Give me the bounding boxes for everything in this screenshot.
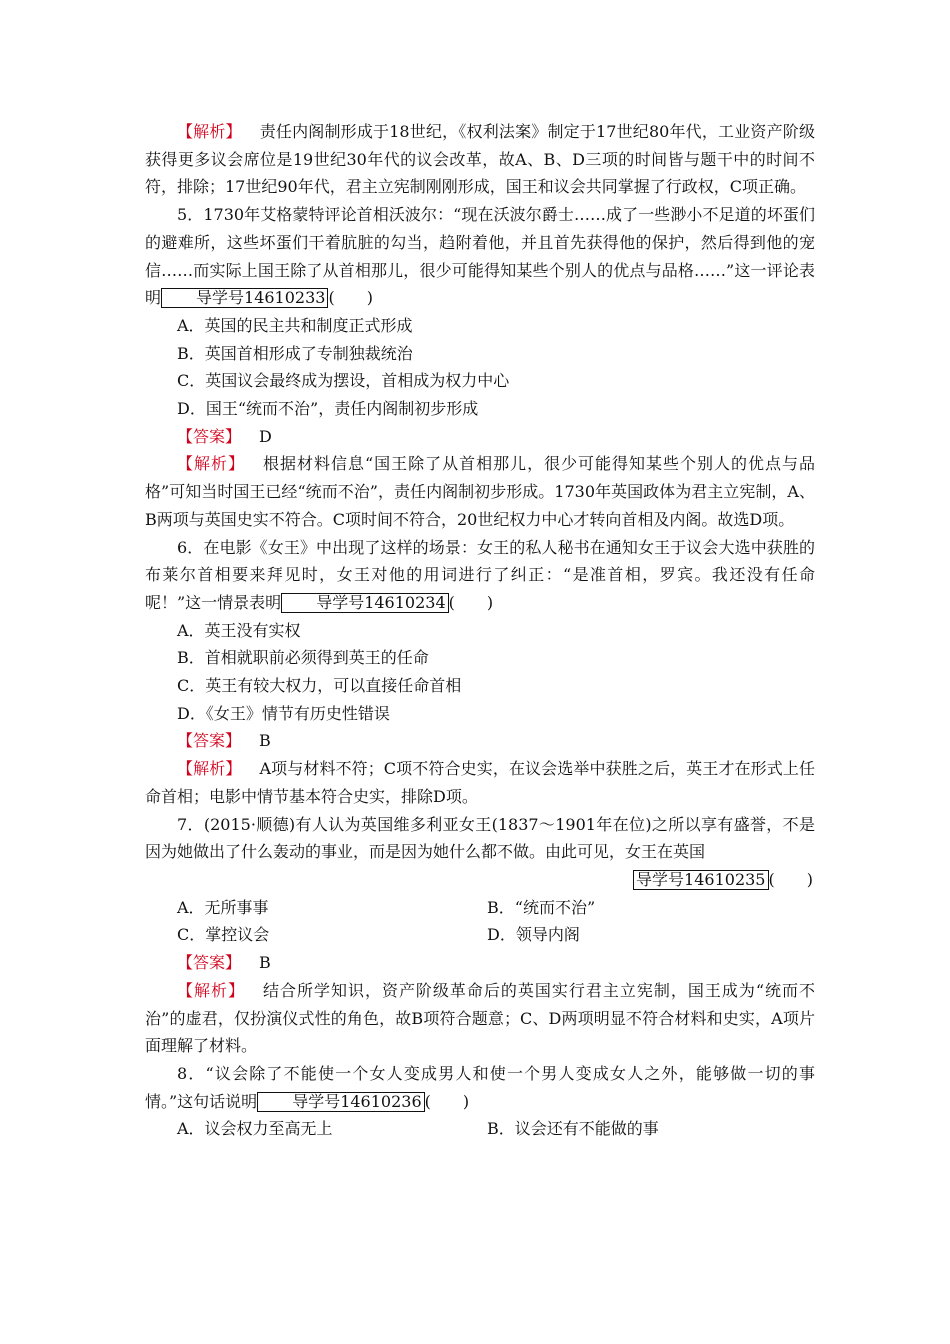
options-row <box>145 894 815 922</box>
option-d: D．《女王》情节有历史性错误 <box>177 703 390 723</box>
answer-line <box>145 423 815 451</box>
option-c: C．英国议会最终成为摆设，首相成为权力中心 <box>177 371 510 391</box>
analysis-tag: 【解析】 <box>177 122 242 141</box>
answer-line <box>145 727 815 755</box>
option-a: A．议会权力至高无上 <box>177 1119 333 1139</box>
analysis-paragraph <box>145 450 815 533</box>
option-b: B．议会还有不能做的事 <box>487 1119 659 1139</box>
answer-tag: 【答案】 <box>177 731 242 751</box>
question-reference-number: 导学号14610234 <box>281 593 448 613</box>
analysis-tag: 【解析】 <box>177 759 242 779</box>
option-a: A．英国的民主共和制度正式形成 <box>177 315 413 335</box>
answer-line <box>145 949 815 977</box>
analysis-paragraph <box>145 118 815 201</box>
question-5-stem <box>145 201 815 312</box>
option-c: C．英王有较大权力，可以直接任命首相 <box>177 676 462 696</box>
option-a: A．英王没有实权 <box>177 620 301 640</box>
analysis-paragraph <box>145 977 815 1060</box>
question-text: 6．在电影《女王》中出现了这样的场景：女王的私人秘书在通知女王于议会大选中获胜的布莱尔首相要来拜见时，女王对他的用词进行了纠正：“是准首相，罗宾。我还没有任命呢！”这一情景表明 <box>145 537 815 612</box>
question-reference-number: 导学号14610233 <box>161 288 328 308</box>
answer-blank: ( ) <box>328 288 373 308</box>
analysis-tag: 【解析】 <box>177 980 245 1000</box>
options-row <box>145 1115 815 1143</box>
option-c: C．掌控议会 <box>177 925 270 945</box>
answer-value: D <box>259 426 272 446</box>
analysis-text: 根据材料信息“国王除了从首相那儿，很少可能得知某些个别人的优点与品格”可知当时国王已经“统而不治”，责任内阁制初步形成。1730年英国政体为君主立宪制，A、B两项与英国史实不符合。C项时间不符合，20世纪权力中心才转向首相及内阁。故选D项。 <box>145 454 815 529</box>
answer-tag: 【答案】 <box>177 953 242 973</box>
question-8-stem <box>145 1060 815 1115</box>
answer-tag: 【答案】 <box>177 426 242 446</box>
analysis-text: 责任内阁制形成于18世纪，《权利法案》制定于17世纪80年代，工业资产阶级获得更多议会席位是19世纪30年代的议会改革，故A、B、D三项的时间皆与题干中的时间不符，排除；17世纪90年代，君主立宪制刚刚形成，国王和议会共同掌握了行政权，C项正确。 <box>145 122 815 197</box>
option-b: B．“统而不治” <box>487 897 596 917</box>
question-text: 5．1730年艾格蒙特评论首相沃波尔：“现在沃波尔爵士……成了一些渺小不足道的坏蛋们的避难所，这些坏蛋们干着肮脏的勾当，趋附着他，并且首先获得他的保护，然后得到他的宠信……而实际上国王除了从首相那儿，很少可能得知某些个别人的优点与品格……”这一评论表明 <box>145 205 815 308</box>
answer-blank: ( ) <box>448 592 494 612</box>
option-b: B．首相就职前必须得到英王的任命 <box>177 648 429 668</box>
option-d: D．国王“统而不治”，责任内阁制初步形成 <box>177 399 479 419</box>
question-6-stem <box>145 534 815 617</box>
option-a: A．无所事事 <box>177 897 269 917</box>
question-reference-number: 导学号14610235 <box>633 870 768 890</box>
page-content <box>145 118 815 1143</box>
question-7-reference-line <box>145 866 815 894</box>
question-reference-number: 导学号14610236 <box>257 1092 424 1112</box>
answer-value: B <box>259 953 271 973</box>
analysis-tag: 【解析】 <box>177 454 245 474</box>
option-b: B．英国首相形成了专制独裁统治 <box>177 343 413 363</box>
answer-value: B <box>259 731 271 751</box>
analysis-text: A项与材料不符；C项不符合史实，在议会选举中获胜之后，英王才在形式上任命首相；电影中情节基本符合史实，排除D项。 <box>145 759 815 806</box>
answer-blank: ( ) <box>424 1091 470 1111</box>
analysis-paragraph <box>145 755 815 810</box>
answer-blank: ( ) <box>768 869 813 889</box>
analysis-text: 结合所学知识，资产阶级革命后的英国实行君主立宪制，国王成为“统而不治”的虚君，仅扮演仪式性的角色，故B项符合题意；C、D两项明显不符合材料和史实，A项片面理解了材料。 <box>145 980 815 1056</box>
question-text: 8．“议会除了不能使一个女人变成男人和使一个男人变成女人之外，能够做一切的事情。”这句话说明 <box>145 1063 815 1111</box>
question-7-stem: 7．(2015·顺德)有人认为英国维多利亚女王(1837～1901年在位)之所以享有盛誉，不是因为她做出了什么轰动的事业，而是因为她什么都不做。由此可见，女王在英国 <box>145 814 815 862</box>
option-d: D．领导内阁 <box>487 925 580 945</box>
options-row <box>145 921 815 949</box>
